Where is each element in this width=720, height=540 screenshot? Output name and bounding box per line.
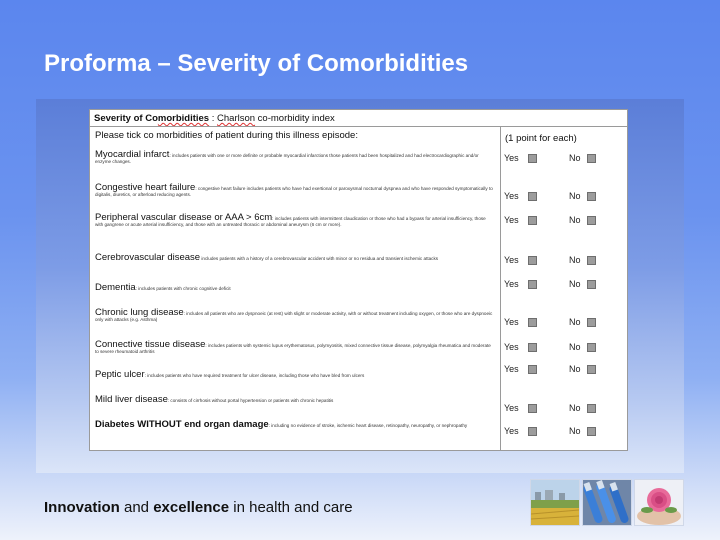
- no-label: No: [569, 317, 581, 327]
- yes-checkbox-chronic-lung-disease[interactable]: [528, 318, 537, 327]
- yes-label: Yes: [504, 317, 519, 327]
- yes-checkbox-connective-tissue-disease[interactable]: [528, 343, 537, 352]
- row-text: [95, 212, 495, 228]
- form-title-sep: :: [209, 113, 218, 124]
- no-checkbox-congestive-heart-failure[interactable]: [587, 192, 596, 201]
- rose-in-hands-image: [634, 479, 684, 526]
- no-label: No: [569, 403, 581, 413]
- footer-word-and: and: [119, 499, 154, 516]
- form-title-left: Severity of Co: [94, 113, 158, 124]
- row-description: : includes patients with intermittent claudication or those who had a bypass for arterial insufficiency, those with gangrene or acute arterial insufficiency, and those with an untreated thoracic or abdominal aneurysm (6 cm or more).: [95, 216, 486, 227]
- row-name: Peptic ulcer: [95, 369, 145, 380]
- footer-tagline: [44, 499, 353, 516]
- row-name: Cerebrovascular disease: [95, 252, 201, 263]
- comorbidity-form: [89, 109, 628, 451]
- form-title-rest: co-morbidity index: [255, 113, 335, 124]
- no-checkbox-connective-tissue-disease[interactable]: [587, 343, 596, 352]
- form-title-charlson: Charlson: [217, 113, 256, 124]
- row-description: : consists of cirrhosis without portal hypertension or patients with chronic hepatitis: [167, 398, 334, 403]
- yes-checkbox-mild-liver-disease[interactable]: [528, 404, 537, 413]
- yes-label: Yes: [504, 279, 519, 289]
- row-name: Chronic lung disease: [95, 307, 184, 318]
- row-description: includes patients with a history of a cerebrovascular accident with minor or no residua and transient ischemic attacks: [200, 256, 439, 261]
- column-divider: [500, 127, 501, 451]
- yes-checkbox-diabetes[interactable]: [528, 427, 537, 436]
- row-description: : includes patients with systemic lupus erythematosus, polymyositis, mixed connective tissue disease, polymyalgia rheumatica and moderate to severe rheumatoid arthritis: [95, 343, 491, 354]
- row-name: Peripheral vascular disease or AAA > 6cm: [95, 212, 273, 223]
- row-name: Dementia: [95, 282, 136, 293]
- row-name: Congestive heart failure: [95, 182, 196, 193]
- field-image: [530, 479, 580, 526]
- no-label: No: [569, 215, 581, 225]
- yes-checkbox-cerebrovascular-disease[interactable]: [528, 256, 537, 265]
- row-text: [95, 282, 495, 293]
- yes-label: Yes: [504, 255, 519, 265]
- row-name: Myocardial infarct: [95, 149, 170, 160]
- yes-label: Yes: [504, 364, 519, 374]
- no-label: No: [569, 342, 581, 352]
- no-checkbox-diabetes[interactable]: [587, 427, 596, 436]
- test-tubes-image: [582, 479, 632, 526]
- yes-checkbox-peripheral-vascular-disease[interactable]: [528, 216, 537, 225]
- row-description: : including no evidence of stroke, ischemic heart disease, retinopathy, neuropathy, or nephropathy: [268, 423, 468, 428]
- row-description: : includes patients who have required treatment for ulcer disease, including those who have bled from ulcers: [144, 373, 365, 378]
- row-text: [95, 394, 495, 405]
- row-name: Diabetes WITHOUT end organ damage: [95, 419, 269, 430]
- no-label: No: [569, 364, 581, 374]
- yes-checkbox-congestive-heart-failure[interactable]: [528, 192, 537, 201]
- footer-word-excellence: excellence: [153, 499, 230, 516]
- row-description: : includes all patients who are dyspnoeic (at rest) with slight or moderate activity, with or without treatment including oxygen, or those who are dyspnoeic only with attacks (e.g. Asthma): [95, 311, 493, 322]
- yes-label: Yes: [504, 403, 519, 413]
- no-label: No: [569, 191, 581, 201]
- slide-title: Proforma – Severity of Comorbidities: [44, 50, 469, 77]
- instruction-text: Please tick co morbidities of patient during this illness episode:: [95, 130, 358, 141]
- yes-label: Yes: [504, 153, 519, 163]
- row-name: Mild liver disease: [95, 394, 168, 405]
- yes-label: Yes: [504, 191, 519, 201]
- yes-label: Yes: [504, 342, 519, 352]
- row-text: [95, 252, 495, 263]
- row-description: : includes patients with chronic cognitive deficit: [135, 286, 231, 291]
- yes-checkbox-peptic-ulcer[interactable]: [528, 365, 537, 374]
- no-checkbox-dementia[interactable]: [587, 280, 596, 289]
- row-text: [95, 307, 495, 323]
- form-title: [90, 110, 627, 127]
- no-checkbox-cerebrovascular-disease[interactable]: [587, 256, 596, 265]
- row-description: : congestive heart failure includes patients who have had exertional or paroxysmal nocturnal dyspnea and who have responded symptomatically to digitalis, diuretics, or afterload reducing agents.: [95, 186, 493, 197]
- no-label: No: [569, 255, 581, 265]
- yes-checkbox-myocardial-infarct[interactable]: [528, 154, 537, 163]
- no-checkbox-peptic-ulcer[interactable]: [587, 365, 596, 374]
- footer-word-innovation: Innovation: [44, 499, 120, 516]
- yes-label: Yes: [504, 215, 519, 225]
- row-description: : includes patients with one or more definite or probable myocardial infarctions those patients had been hospitalized and had electrocardiographic and/or enzyme changes.: [95, 153, 479, 164]
- no-checkbox-peripheral-vascular-disease[interactable]: [587, 216, 596, 225]
- no-checkbox-chronic-lung-disease[interactable]: [587, 318, 596, 327]
- no-checkbox-myocardial-infarct[interactable]: [587, 154, 596, 163]
- row-text: [95, 369, 495, 380]
- no-label: No: [569, 279, 581, 289]
- yes-checkbox-dementia[interactable]: [528, 280, 537, 289]
- no-label: No: [569, 153, 581, 163]
- row-text: [95, 149, 495, 165]
- row-text: [95, 339, 495, 355]
- row-name: Connective tissue disease: [95, 339, 206, 350]
- yes-label: Yes: [504, 426, 519, 436]
- row-text: [95, 182, 495, 198]
- points-note: (1 point for each): [505, 133, 577, 144]
- no-checkbox-mild-liver-disease[interactable]: [587, 404, 596, 413]
- form-title-mid: morbidities: [157, 113, 210, 124]
- no-label: No: [569, 426, 581, 436]
- row-text: [95, 419, 495, 430]
- footer-rest: in health and care: [229, 499, 353, 516]
